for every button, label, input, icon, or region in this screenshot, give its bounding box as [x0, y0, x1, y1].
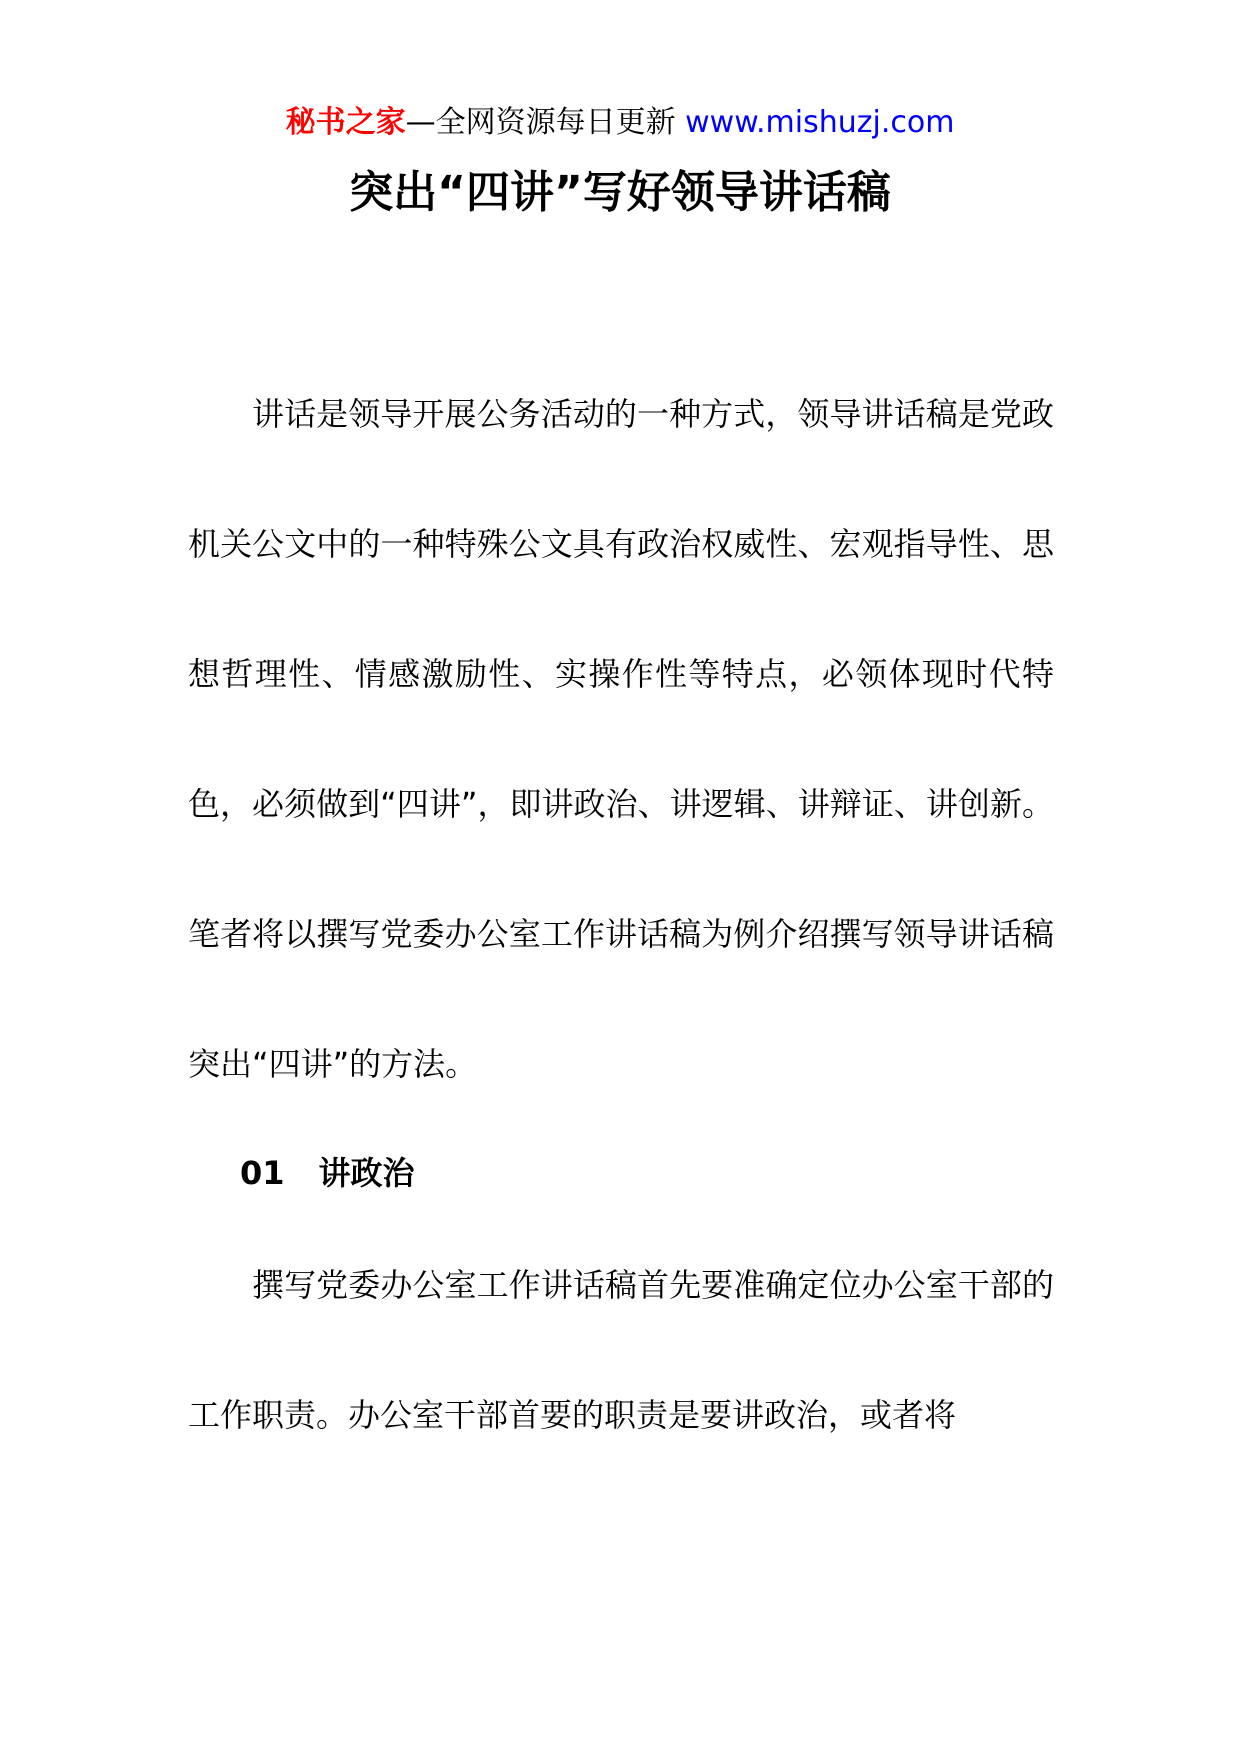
intro-paragraph: 讲话是领导开展公务活动的一种方式，领导讲话稿是党政机关公文中的一种特殊公文具有政治权威性、宏观指导性、思想哲理性、情感激励性、实操作性等特点，必领体现时代特色，必须做到“四讲”，即讲政治、讲逻辑、讲辩证、讲创新。笔者将以撰写党委办公室工作讲话稿为例介绍撰写领导讲话稿突出“四讲”的方法。 [188, 395, 1054, 1083]
document-title: 突出“四讲”写好领导讲话稿 [349, 167, 891, 218]
section-heading [240, 1148, 415, 1198]
section-number: 01 [240, 1154, 285, 1192]
site-tagline: —全网资源每日更新 [405, 105, 676, 140]
site-header [0, 103, 1240, 143]
brand-name: 秘书之家 [285, 105, 406, 140]
section-paragraph: 撰写党委办公室工作讲话稿首先要准确定位办公室干部的工作职责。办公室干部首要的职责是要讲政治，或者将 [188, 1266, 1054, 1434]
site-url-link[interactable]: www.mishuzj.com [685, 105, 955, 140]
section-title: 讲政治 [318, 1154, 415, 1192]
